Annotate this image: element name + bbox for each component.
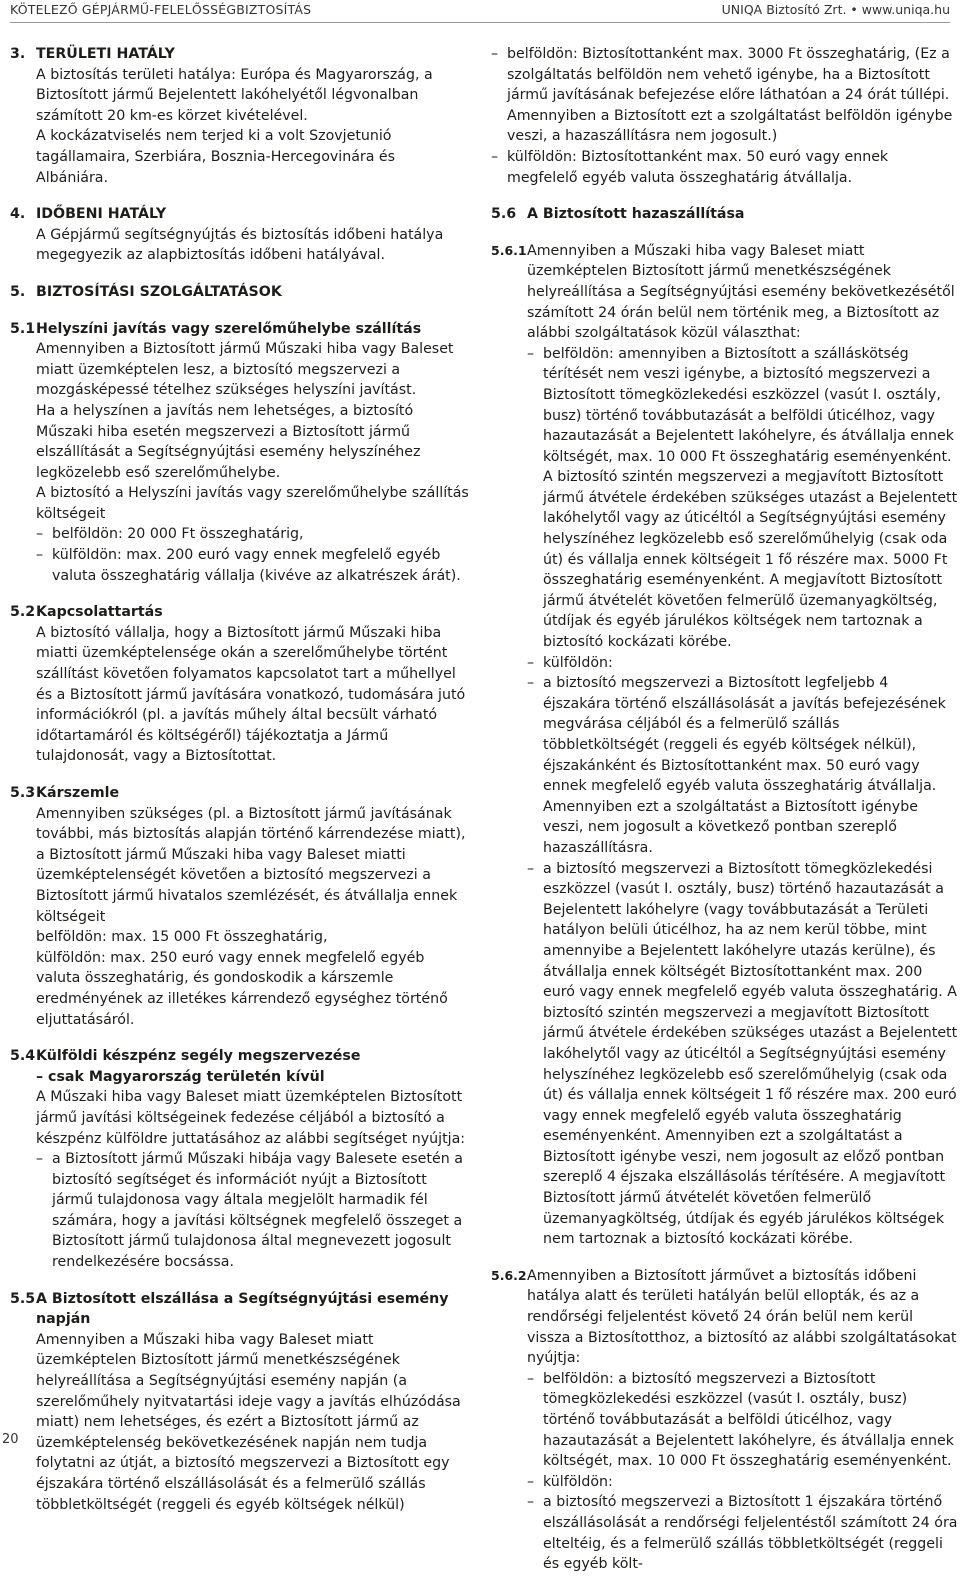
paragraph: belföldön: max. 15 000 Ft összeghatárig, — [36, 929, 328, 946]
page-number: 20 — [2, 1432, 19, 1447]
section-number: 3. — [10, 46, 26, 62]
section-5-5-continued — [491, 44, 958, 188]
paragraph: A kockázatviselés nem terjed ki a volt Szovjetunió tagállamaira, Szerbiára, Bosznia-Hercegovinára és Albániára. — [36, 128, 396, 186]
section-subtitle: – csak Magyarország területén kívül — [36, 1068, 325, 1085]
section-number: 4. — [10, 206, 26, 223]
dash-list-item: – külföldön: — [527, 1472, 958, 1493]
paragraph: A biztosító vállalja, hogy a Biztosított jármű Műszaki hiba miatti üzemképtelensége okán a szerelőműhelybe történt szállítást követően folyamatos kapcsolatot tart a műhellyel és a Biztosított jármű javítására vonatkozó, tudomására jutó információkról (pl. a javítás műhely által becsült várható időtartamáról és költségéről) tájékoztatja a Jármű tulajdonosát, vagy a Biztosítottat. — [36, 624, 466, 765]
section-title: Kárszemle — [36, 785, 120, 801]
section-number: 5.1 — [10, 320, 36, 337]
dash-list-item: – külföldön: Biztosítottanként max. 50 euró vagy ennek megfelelő egyéb valuta összeghatárig átvállalja. — [491, 147, 958, 188]
section-title: Külföldi készpénz segély megszervezése — [36, 1048, 361, 1065]
section-number: 5.6.1 — [491, 242, 527, 258]
dash-list-item: – a biztosító megszervezi a Biztosított tömegközlekedési eszközzel (vasút I. osztály, busz) történő hazautazását a Bejelentett lakóhelyre (vagy továbbutazását a Területi hatályon belüli úticélhoz, ha az nem kerül többe, mint amennyibe a Bejelentett lakóhelyre utazás kerülne), és átvállalja ennek költségét Biztosítottanként max. 200 euró vagy ennek megfelelő egyéb valuta összeghatárig. A biztosító szintén megszervezi a megjavított Biztosított jármű átvétele érdekében szükséges utazást a Bejelentett lakóhelytől vagy az úticéltól a Segítségnyújtási esemény helyszínéhez legközelebb eső szerelőműhelyig (csak oda út) és vállalja ennek költségeit 1 fő részére max. 200 euró vagy ennek megfelelő egyéb valuta összeghatárig eseményenként. Amennyiben ezt a szolgáltatást a Biztosított igénybe veszi, nem jogosult az előző pontban szereplő 4 éjszaka elszállásolás térítésére. A megjavított Biztosított jármű átvételét követően felmerülő üzemanyagköltség, útdíjak és egyéb járulékos költségek nem tartoznak a biztosító kockázati körébe. — [527, 859, 958, 1250]
dash-list-item: – a biztosító megszervezi a Biztosított 1 éjszakára történő elszállásolását a rendőrségi feljelentéstől számított 24 óra elteltéig, és a felmerülő szállás többletköltségét (reggeli és egyéb költ- — [527, 1492, 958, 1574]
section-number: 5.3 — [10, 785, 36, 801]
section-5-6 — [491, 204, 958, 225]
paragraph: Amennyiben a Műszaki hiba vagy Baleset miatt üzemképtelen Biztosított jármű menetkészségének helyreállítása a Segítségnyújtási esemény bekövetkezésétől számított 24 órán belül nem történik meg, a Biztosított az alábbi szolgáltatások közül választhat: — [527, 242, 955, 342]
header-company-website: UNIQA Biztosító Zrt. • www.uniqa.hu — [721, 2, 950, 17]
dash-list-item: – belföldön: amennyiben a Biztosított a szálláskötség térítését nem veszi igénybe, a biztosító megszervezi a Biztosított tömegközlekedési eszközzel (vasút I. osztály, busz) történő továbbutazását a belföldi úticélhoz, vagy hazautazását a Bejelentett lakóhelyre, és átvállalja ennek költségét, max. 10 000 Ft összeghatárig eseményenként. A biztosító szintén megszervezi a megjavított Biztosított jármű átvétele érdekében szükséges utazást a Bejelentett lakóhelytől vagy az úticéltól a Segítségnyújtási esemény helyszínéhez legközelebb eső szerelőműhelyig (csak oda út) és vállalja ennek költségeit 1 fő részére max. 5000 Ft összeghatárig eseményenként. A megjavított Biztosított jármű átvételét követően felmerülő üzemanyagköltség, útdíjak és egyéb járulékos költségek nem tartoznak a biztosító kockázati körébe. — [527, 344, 958, 653]
dash-list-item: – belföldön: Biztosítottanként max. 3000 Ft összeghatárig, (Ez a szolgáltatás belföldön nem vehető igénybe, ha a Biztosított jármű javításának befejezése előre láthatóan a 24 órát túllépi. Amennyiben a Biztosított ezt a szolgáltatást belföldön igénybe veszi, a hazaszállításra nem jogosult.) — [491, 44, 958, 147]
dash-list-item: – a Biztosított jármű Műszaki hibája vagy Balesete esetén a biztosító segítséget és információt nyújt a Biztosított jármű tulajdonosa vagy általa megjelölt harmadik fél számára, hogy a javítási költségnek megfelelő összeget a Biztosított jármű tulajdonosa által megnevezett jogosult rendelkezésére bocsássa. — [36, 1149, 470, 1273]
section-5-1 — [10, 319, 470, 587]
section-title: TERÜLETI HATÁLY — [36, 46, 175, 62]
paragraph: Ha a helyszínen a javítás nem lehetséges, a biztosító Műszaki hiba esetén megszervezi a Biztosított jármű elszállítását a Segítségnyújtási esemény helyszínéhez legközelebb eső szerelőműhelybe. — [36, 402, 421, 481]
section-number: 5.6.2 — [491, 1267, 527, 1283]
paragraph: külföldön: max. 250 euró vagy ennek megfelelő egyéb valuta összeghatárig, és gondoskodik a kárszemle eredményének az illetékes kárrendező egységhez történő eljuttatásáról. — [36, 949, 448, 1028]
paragraph: A Gépjármű segítségnyújtás és biztosítás időbeni hatálya megegyezik az alapbiztosítás időbeni hatályával. — [36, 226, 444, 264]
section-5-services — [10, 282, 470, 303]
paragraph: Amennyiben a Biztosított jármű Műszaki hiba vagy Baleset miatt üzemképtelen lesz, a biztosító megszervezi a mozgásképessé tételhez szükséges helyszíni javítást. — [36, 341, 454, 399]
header-document-title: KÖTELEZŐ GÉPJÁRMŰ-FELELŐSSÉGBIZTOSÍTÁS — [10, 2, 312, 17]
dash-list-item: – külföldön: max. 200 euró vagy ennek megfelelő egyéb valuta összeghatárig vállalja (kivéve az alkatrészek árát). — [36, 545, 470, 586]
paragraph: A Műszaki hiba vagy Baleset miatt üzemképtelen Biztosított jármű javítási költségeinek fedezése céljából a biztosító a készpénz külföldre juttatásához az alábbi segítséget nyújtja: — [36, 1089, 466, 1147]
section-3-territorial-scope — [10, 44, 470, 188]
section-title: Kapcsolattartás — [36, 604, 163, 621]
section-4-temporal-scope — [10, 204, 470, 266]
dash-list-item: – belföldön: a biztosító megszervezi a Biztosított tömegközlekedési eszközzel (vasút I. osztály, busz) történő továbbutazását a belföldi úticélhoz, vagy hazautazását a Bejelentett lakóhelyre, és átvállalja ennek költségét, max. 10 000 Ft összeghatárig eseményenként. — [527, 1369, 958, 1472]
section-number: 5. — [10, 283, 26, 300]
section-number: 5.6 — [491, 206, 517, 223]
paragraph: Amennyiben a Biztosított járművet a biztosítás időbeni hatálya alatt és területi hatályán belül ellopták, és az a rendőrségi feljelentést követő 24 órán belül nem kerül vissza a Biztosítotthoz, a biztosító az alábbi szolgáltatásokat nyújtja: — [527, 1267, 957, 1367]
section-number: 5.4 — [10, 1048, 36, 1065]
section-title: IDŐBENI HATÁLY — [36, 206, 167, 223]
section-5-3 — [10, 783, 470, 1030]
page-header — [10, 0, 950, 23]
section-number: 5.5 — [10, 1290, 36, 1307]
dash-list-item: – belföldön: 20 000 Ft összeghatárig, — [36, 524, 470, 545]
paragraph: Amennyiben a Műszaki hiba vagy Baleset miatt üzemképtelen Biztosított jármű menetkészségének helyreállítása a Segítségnyújtási esemény napján (a szerelőműhely nyitvatartási ideje vagy a javítás elhúzódása miatt) nem lehetséges, és ezért a Biztosított jármű az üzemképtelenség bekövetkezésének napján nem tudja folytatni az útját, a biztosító megszervezi a Biztosított egy éjszakára történő elszállásolását és a felmerülő szállás többletköltségét (reggeli és egyéb költségek nélkül) — [36, 1331, 461, 1513]
section-5-2 — [10, 602, 470, 767]
section-5-6-1 — [491, 241, 958, 1250]
section-title: A Biztosított elszállása a Segítségnyújtási esemény napján — [36, 1290, 449, 1328]
paragraph: A biztosítás területi hatálya: Európa és Magyarország, a Biztosított jármű Bejelentett lakóhelyétől légvonalban számított 20 km-es körzet kivételével. — [36, 66, 433, 124]
section-number: 5.2 — [10, 604, 36, 621]
section-title: Helyszíni javítás vagy szerelőműhelybe szállítás — [36, 320, 422, 337]
section-5-4 — [10, 1046, 470, 1273]
paragraph: Amennyiben szükséges (pl. a Biztosított jármű javításának további, más biztosítás alapján történő kárrendezése miatt), a Biztosított jármű Műszaki hiba vagy Baleset miatti üzemképtelenségét követően a biztosító megszervezi a Biztosított jármű hivatalos szemlézését, és átvállalja ennek költségeit — [36, 805, 466, 925]
section-5-6-2 — [491, 1266, 958, 1575]
section-title: A Biztosított hazaszállítása — [527, 206, 745, 223]
paragraph: A biztosító a Helyszíni javítás vagy szerelőműhelybe szállítás költségeit — [36, 485, 469, 522]
dash-list-item: – külföldön: — [527, 653, 958, 674]
left-column — [10, 44, 470, 1531]
section-title: BIZTOSÍTÁSI SZOLGÁLTATÁSOK — [36, 283, 282, 300]
dash-list-item: – a biztosító megszervezi a Biztosított legfeljebb 4 éjszakára történő elszállásolását a javítás befejezésének megvárása céljából és a felmerülő szállás többletköltségét (reggeli és egyéb költségek nélkül), éjszakánként és Biztosítottanként max. 50 euró vagy ennek megfelelő egyéb valuta összeghatárig átvállalja. Amennyiben ezt a szolgáltatást a Biztosított igénybe veszi, nem jogosult a következő pontban szereplő hazaszállításra. — [527, 673, 958, 858]
right-column — [491, 44, 958, 1591]
section-5-5 — [10, 1289, 470, 1516]
